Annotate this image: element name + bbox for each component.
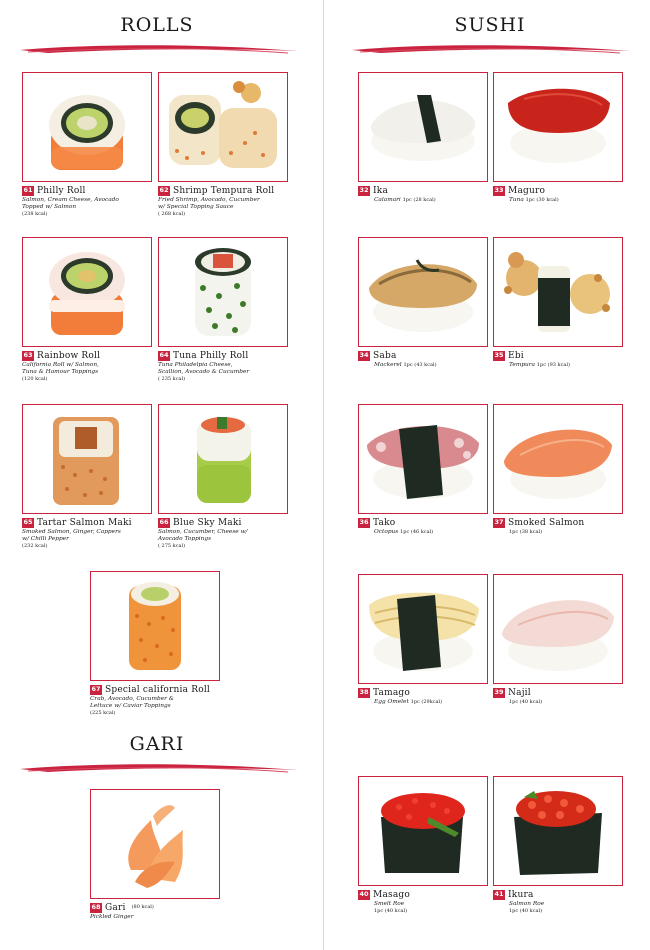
item-name: Najil: [508, 688, 531, 698]
menu-item-ika[interactable]: [358, 72, 488, 204]
item-description: Smoked Salmon, Ginger, Cappers w/ Chilli Pepper: [22, 529, 121, 542]
photo-frame: [493, 776, 623, 886]
photo-frame: [358, 574, 488, 684]
menu-item-tuna-philly-roll[interactable]: [158, 237, 288, 382]
gari-heading: GARI: [129, 733, 185, 755]
gunkan-image: [494, 777, 621, 884]
photo-frame: [493, 72, 623, 182]
photo-frame: [493, 237, 623, 347]
sushi-roll-image: [159, 238, 286, 345]
item-description: Salmon, Cucumber, Cheese w/ Avocado Toppings: [158, 529, 248, 542]
item-number: 40: [359, 890, 369, 899]
pickled-ginger-image: [91, 790, 218, 897]
photo-frame: [493, 574, 623, 684]
nigiri-image: [494, 405, 621, 512]
item-number: 68: [91, 903, 101, 912]
menu-item-shrimp-tempura-roll[interactable]: [158, 72, 288, 217]
item-calories: (80 kcal): [131, 904, 154, 911]
item-calories: 1pc (28 kcal): [402, 197, 436, 204]
brush-stroke-gari: [18, 761, 300, 775]
item-description: Mackerel: [374, 362, 402, 369]
photo-frame: [358, 404, 488, 514]
item-description: Pickled Ginger: [90, 914, 134, 921]
item-description: Crab, Avocado, Cucumber & Lettuce w/ Caviar Toppings: [90, 696, 174, 709]
sushi-roll-image: [23, 238, 150, 345]
brush-stroke-sushi: [350, 42, 632, 56]
item-description: Calamari: [374, 197, 401, 204]
nigiri-image: [359, 238, 486, 345]
photo-frame: [158, 72, 288, 182]
item-calories: 1pc (40 kcal): [509, 908, 543, 914]
item-number: 41: [494, 890, 504, 899]
item-name: Maguro: [508, 186, 546, 196]
item-number: 65: [23, 518, 33, 527]
nigiri-image: [494, 575, 621, 682]
sushi-roll-image: [91, 572, 218, 679]
photo-frame: [22, 72, 152, 182]
item-calories: (238 kcal): [22, 210, 48, 217]
sushi-roll-image: [159, 405, 286, 512]
item-number: 32: [359, 186, 369, 195]
item-number: 38: [359, 688, 369, 697]
item-description: Tuna Philadelpia Cheese, Scallion, Avocado & Cucumber: [158, 362, 250, 375]
page-divider: [323, 0, 324, 950]
item-name: Philly Roll: [37, 186, 86, 196]
item-calories: (225 kcal): [90, 709, 116, 716]
item-name: Special california Roll: [105, 685, 210, 695]
item-description: Egg Omelet: [374, 699, 409, 706]
nigiri-image: [494, 73, 621, 180]
item-name: Gari: [105, 903, 126, 913]
sushi-roll-image: [23, 405, 150, 512]
menu-item-tartar-salmon-maki[interactable]: [22, 404, 152, 549]
item-description: Tuna: [509, 197, 524, 204]
item-description: Octopus: [374, 529, 399, 536]
item-number: 36: [359, 518, 369, 527]
menu-item-gari[interactable]: [90, 789, 220, 921]
gunkan-image: [359, 777, 486, 884]
item-calories: ( 235 kcal): [158, 375, 186, 382]
sushi-roll-image: [23, 73, 150, 180]
menu-item-philly-roll[interactable]: [22, 72, 152, 217]
photo-frame: [493, 404, 623, 514]
menu-item-saba[interactable]: [358, 237, 488, 369]
item-calories: 1pc (29kcal): [410, 699, 443, 706]
item-number: 39: [494, 688, 504, 697]
item-calories: 1pc (93 kcal): [536, 362, 570, 369]
item-name: Ikura: [508, 890, 534, 900]
item-calories: 1pc (40 kcal): [374, 908, 408, 914]
photo-frame: [158, 237, 288, 347]
menu-item-smoked-salmon[interactable]: [493, 404, 623, 536]
item-name: Tamago: [373, 688, 410, 698]
item-number: 37: [494, 518, 504, 527]
photo-frame: [158, 404, 288, 514]
menu-item-masago[interactable]: [358, 776, 488, 915]
item-description: Salmon, Cream Cheese, Avocado Topped w/ Salmon: [22, 197, 119, 210]
nigiri-image: [359, 73, 486, 180]
item-description: Fried Shrimp, Avocado, Cucumber w/ Special Topping Sauce: [158, 197, 260, 210]
menu-item-blue-sky-maki[interactable]: [158, 404, 288, 549]
menu-item-ebi[interactable]: [493, 237, 623, 369]
item-calories: 1pc (43 kcal): [403, 362, 437, 369]
menu-item-ikura[interactable]: [493, 776, 623, 915]
menu-item-tako[interactable]: [358, 404, 488, 536]
item-number: 63: [23, 351, 33, 360]
nigiri-image: [359, 575, 486, 682]
item-name: Tartar Salmon Maki: [37, 518, 132, 528]
item-name: Masago: [373, 890, 410, 900]
sushi-heading: SUSHI: [454, 14, 526, 36]
item-description: California Roll w/ Salmon, Tuna & Hamour Toppings: [22, 362, 99, 375]
item-number: 62: [159, 186, 169, 195]
item-name: Shrimp Tempura Roll: [173, 186, 275, 196]
item-number: 61: [23, 186, 33, 195]
item-calories: ( 275 kcal): [158, 542, 186, 549]
item-name: Ika: [373, 186, 389, 196]
item-name: Ebi: [508, 351, 524, 361]
menu-item-special-california-roll[interactable]: [90, 571, 220, 716]
photo-frame: [90, 571, 220, 681]
item-description: Tempura: [509, 362, 536, 369]
item-calories: 1pc (38 kcal): [509, 529, 543, 536]
item-description: Smelt Roe: [374, 901, 405, 908]
menu-item-tamago[interactable]: [358, 574, 488, 706]
menu-item-maguro[interactable]: [493, 72, 623, 204]
menu-item-najil[interactable]: [493, 574, 623, 706]
item-name: Smoked Salmon: [508, 518, 585, 528]
menu-item-rainbow-roll[interactable]: [22, 237, 152, 382]
item-number: 67: [91, 685, 101, 694]
photo-frame: [358, 776, 488, 886]
item-name: Tuna Philly Roll: [173, 351, 249, 361]
item-calories: ( 268 kcal): [158, 210, 186, 217]
photo-frame: [22, 237, 152, 347]
item-name: Rainbow Roll: [37, 351, 101, 361]
photo-frame: [358, 237, 488, 347]
item-number: 33: [494, 186, 504, 195]
item-calories: 1pc (46 kcal): [400, 529, 434, 536]
rolls-heading: ROLLS: [120, 14, 194, 36]
item-number: 66: [159, 518, 169, 527]
item-number: 64: [159, 351, 169, 360]
item-number: 34: [359, 351, 369, 360]
item-number: 35: [494, 351, 504, 360]
nigiri-image: [494, 238, 621, 345]
item-calories: 1pc (40 kcal): [509, 699, 543, 706]
item-calories: (120 kcal): [22, 375, 48, 382]
photo-frame: [358, 72, 488, 182]
sushi-roll-image: [159, 73, 286, 180]
item-calories: (232 kcal): [22, 542, 48, 549]
photo-frame: [90, 789, 220, 899]
nigiri-image: [359, 405, 486, 512]
item-description: Salmon Roe: [509, 901, 545, 908]
item-name: Blue Sky Maki: [173, 518, 242, 528]
item-calories: 1pc (30 kcal): [525, 197, 559, 204]
item-name: Tako: [373, 518, 396, 528]
brush-stroke-rolls: [18, 42, 300, 56]
photo-frame: [22, 404, 152, 514]
item-name: Saba: [373, 351, 397, 361]
